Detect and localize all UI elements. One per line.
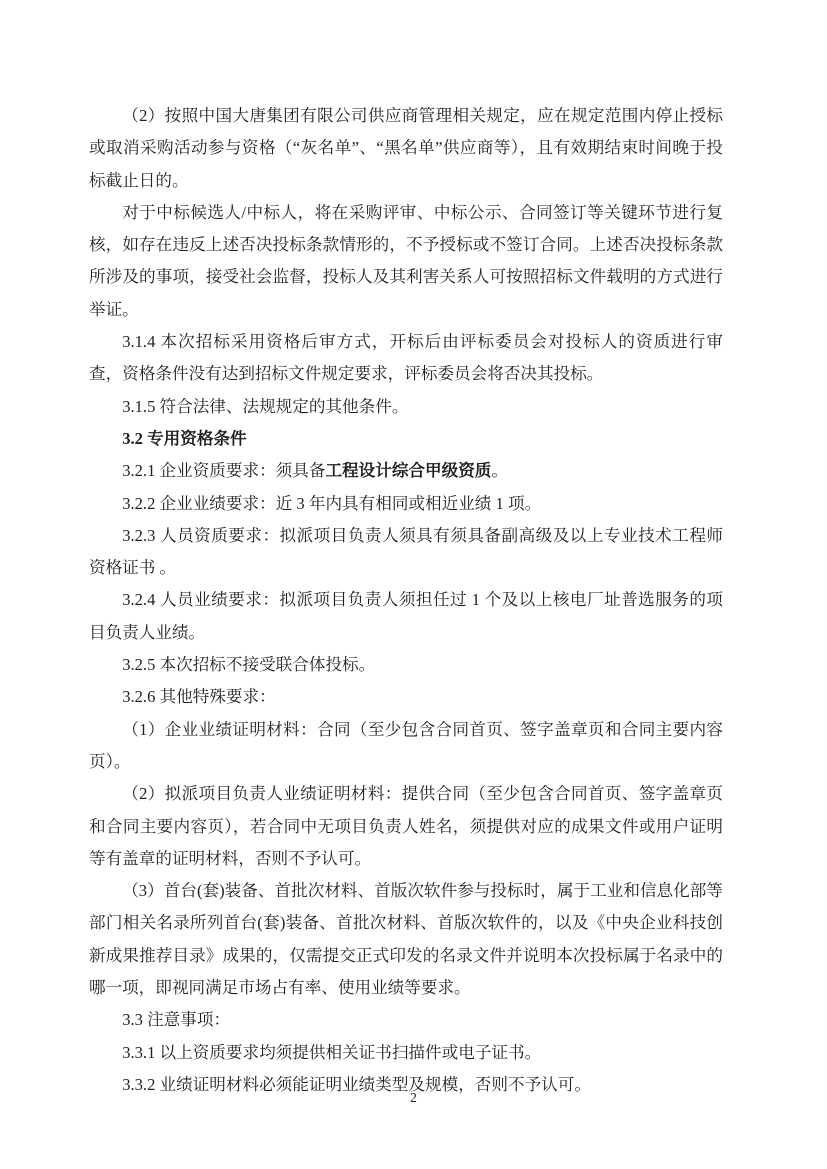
paragraph-3-2-1-suffix: 。 — [491, 461, 508, 481]
paragraph-3-3-2: 3.3.2 业绩证明材料必须能证明业绩类型及规模，否则不予认可。 — [122, 1074, 591, 1094]
paragraph-3-2-1-bold-qualification: 工程设计综合甲级资质 — [325, 461, 492, 481]
paragraph-3-1-4: 3.1.4 本次招标采用资格后审方式，开标后由评标委员会对投标人的资质进行审查，资格条件没有达到招标文件规定要求，评标委员会将否决其投标。 — [89, 332, 723, 384]
paragraph-3-2-1 — [89, 455, 723, 487]
paragraph-3-2-3: 3.2.3 人员资质要求：拟派项目负责人须具有须具备副高级及以上专业技术工程师资格证书 。 — [89, 525, 723, 578]
paragraph-3-2-5: 3.2.5 本次招标不接受联合体投标。 — [122, 655, 376, 675]
page-number: 2 — [410, 1090, 417, 1105]
paragraph-3-2-6: 3.2.6 其他特殊要求： — [122, 687, 276, 707]
paragraph-3-3: 3.3 注意事项： — [122, 1010, 231, 1030]
paragraph-item-1: （1）企业业绩证明材料：合同（至少包含合同首页、签字盖章页和合同主要内容页）。 — [89, 719, 723, 771]
paragraph-candidate-review: 对于中标候选人/中标人，将在采购评审、中标公示、合同签订等关键环节进行复核，如存在违反上述否决投标条款情形的，不予授标或不签订合同。上述否决投标条款所涉及的事项，接受社会监督，投标人及其利害关系人可按照招标文件载明的方式进行举证。 — [89, 202, 723, 319]
paragraph-3-2-1-prefix: 3.2.1 企业资质要求：须具备 — [122, 461, 326, 481]
document-body — [89, 100, 723, 1101]
paragraph-3-1-5: 3.1.5 符合法律、法规规定的其他条件。 — [122, 396, 409, 416]
paragraph-3-2-4: 3.2.4 人员业绩要求：拟派项目负责人须担任过 1 个及以上核电厂址普选服务的项目负责人业绩。 — [89, 590, 723, 642]
paragraph-3-3-1: 3.3.1 以上资质要求均须提供相关证书扫描件或电子证书。 — [122, 1042, 542, 1062]
section-heading-3-2: 3.2 专用资格条件 — [122, 428, 247, 448]
paragraph-supplier-regulation: （2）按照中国大唐集团有限公司供应商管理相关规定，应在规定范围内停止授标或取消采购活动参与资格（“灰名单”、“黑名单”供应商等），且有效期结束时间晚于投标截止日的。 — [89, 106, 723, 190]
paragraph-3-2-2: 3.2.2 企业业绩要求：近 3 年内具有相同或相近业绩 1 项。 — [122, 493, 542, 513]
paragraph-item-2: （2）拟派项目负责人业绩证明材料：提供合同（至少包含合同首页、签字盖章页和合同主要内容页），若合同中无项目负责人姓名，须提供对应的成果文件或用户证明等有盖章的证明材料，否则不予认可。 — [89, 784, 723, 868]
paragraph-item-3: （3）首台(套)装备、首批次材料、首版次软件参与投标时，属于工业和信息化部等部门相关名录所列首台(套)装备、首批次材料、首版次软件的，以及《中央企业科技创新成果推荐目录》成果的，仅需提交正式印发的名录文件并说明本次投标属于名录中的哪一项，即视同满足市场占有率、使用业绩等要求。 — [89, 881, 723, 998]
